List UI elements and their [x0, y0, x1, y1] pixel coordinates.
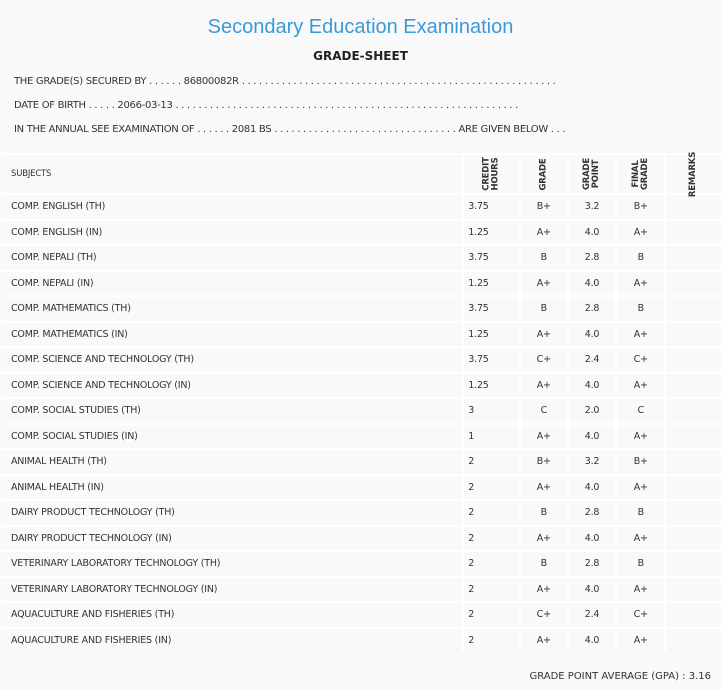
table-header — [2, 154, 721, 194]
subject-cell: COMP. NEPALI (TH) — [2, 245, 463, 271]
table-row — [2, 577, 721, 603]
credit-hours-cell: 2 — [463, 500, 520, 526]
grade-cell: A+ — [520, 373, 568, 399]
credit-hours-cell: 3.75 — [463, 194, 520, 220]
final-grade-cell: A+ — [616, 577, 665, 603]
secured-by-line: THE GRADE(S) SECURED BY . . . . . . 86800082R . . . . . . . . . . . . . . . . . . . . . . . . . . . . . . . . . . . . . . . . . . . . . . . . . . . . . . . — [14, 76, 556, 87]
subject-cell: COMP. NEPALI (IN) — [2, 271, 463, 297]
grade-point-cell: 4.0 — [568, 373, 617, 399]
credit-hours-header: CREDIT HOURS — [463, 154, 520, 194]
subject-cell: COMP. ENGLISH (IN) — [2, 220, 463, 246]
grade-point-cell: 2.8 — [568, 500, 617, 526]
credit-hours-cell: 2 — [463, 526, 520, 552]
table-row — [2, 194, 721, 220]
credit-hours-cell: 2 — [463, 449, 520, 475]
subjects-header: SUBJECTS — [2, 154, 463, 194]
remarks-cell — [665, 577, 721, 603]
credit-hours-cell: 1.25 — [463, 373, 520, 399]
subject-cell: AQUACULTURE AND FISHERIES (TH) — [2, 602, 463, 628]
grade-cell: A+ — [520, 628, 568, 653]
grade-cell: B — [520, 500, 568, 526]
final-grade-cell: A+ — [616, 526, 665, 552]
remarks-cell — [665, 373, 721, 399]
subject-cell: DAIRY PRODUCT TECHNOLOGY (IN) — [2, 526, 463, 552]
remarks-cell — [665, 296, 721, 322]
remarks-cell — [665, 245, 721, 271]
grade-cell: B — [520, 245, 568, 271]
remarks-cell — [665, 398, 721, 424]
grade-point-cell: 2.8 — [568, 296, 617, 322]
credit-hours-cell: 3.75 — [463, 245, 520, 271]
grade-cell: C+ — [520, 347, 568, 373]
date-of-birth-line: DATE OF BIRTH . . . . . 2066-03-13 . . . . . . . . . . . . . . . . . . . . . . . . . . . . . . . . . . . . . . . . . . . . . . . . . . . . . . . . . . . . — [14, 100, 518, 111]
grade-cell: A+ — [520, 220, 568, 246]
table-row — [2, 449, 721, 475]
final-grade-cell: B — [616, 551, 665, 577]
table-row — [2, 271, 721, 297]
grade-point-cell: 4.0 — [568, 526, 617, 552]
final-grade-cell: A+ — [616, 628, 665, 653]
credit-hours-cell: 3.75 — [463, 296, 520, 322]
table-row — [2, 475, 721, 501]
final-grade-cell: B — [616, 245, 665, 271]
credit-hours-cell: 2 — [463, 577, 520, 603]
table-row — [2, 628, 721, 653]
remarks-cell — [665, 551, 721, 577]
grade-cell: C — [520, 398, 568, 424]
grade-header: GRADE — [520, 154, 568, 194]
remarks-cell — [665, 322, 721, 348]
grade-cell: A+ — [520, 424, 568, 450]
remarks-cell — [665, 628, 721, 653]
remarks-cell — [665, 194, 721, 220]
final-grade-cell: B — [616, 500, 665, 526]
examination-line: IN THE ANNUAL SEE EXAMINATION OF . . . . . . 2081 BS . . . . . . . . . . . . . . . . . . . . . . . . . . . . . . . . ARE GIVEN BELOW . . . — [14, 124, 566, 135]
grade-point-cell: 2.8 — [568, 245, 617, 271]
remarks-cell — [665, 602, 721, 628]
credit-hours-cell: 3.75 — [463, 347, 520, 373]
table-row — [2, 296, 721, 322]
table-row — [2, 424, 721, 450]
credit-hours-cell: 1.25 — [463, 322, 520, 348]
table-row — [2, 526, 721, 552]
subject-cell: COMP. SOCIAL STUDIES (IN) — [2, 424, 463, 450]
grade-point-cell: 2.8 — [568, 551, 617, 577]
grade-point-cell: 3.2 — [568, 449, 617, 475]
credit-hours-cell: 1 — [463, 424, 520, 450]
grade-cell: B+ — [520, 449, 568, 475]
grade-point-cell: 4.0 — [568, 424, 617, 450]
final-grade-cell: B — [616, 296, 665, 322]
grade-point-cell: 2.4 — [568, 347, 617, 373]
subject-cell: COMP. MATHEMATICS (TH) — [2, 296, 463, 322]
table-row — [2, 602, 721, 628]
subject-cell: COMP. ENGLISH (TH) — [2, 194, 463, 220]
final-grade-cell: C+ — [616, 602, 665, 628]
grade-point-cell: 4.0 — [568, 628, 617, 653]
grade-point-cell: 2.0 — [568, 398, 617, 424]
table-row — [2, 347, 721, 373]
remarks-cell — [665, 500, 721, 526]
credit-hours-cell: 2 — [463, 475, 520, 501]
remarks-cell — [665, 424, 721, 450]
remarks-cell — [665, 449, 721, 475]
subject-cell: COMP. SCIENCE AND TECHNOLOGY (TH) — [2, 347, 463, 373]
exam-title: Secondary Education Examination — [207, 16, 514, 38]
final-grade-cell: A+ — [616, 271, 665, 297]
remarks-cell — [665, 526, 721, 552]
subject-cell: AQUACULTURE AND FISHERIES (IN) — [2, 628, 463, 653]
credit-hours-cell: 1.25 — [463, 220, 520, 246]
final-grade-cell: A+ — [616, 322, 665, 348]
final-grade-cell: C+ — [616, 347, 665, 373]
subject-cell: COMP. SOCIAL STUDIES (TH) — [2, 398, 463, 424]
subject-cell: ANIMAL HEALTH (TH) — [2, 449, 463, 475]
grade-point-cell: 2.4 — [568, 602, 617, 628]
final-grade-cell: A+ — [616, 424, 665, 450]
grade-cell: B — [520, 296, 568, 322]
table-row — [2, 373, 721, 399]
grade-cell: A+ — [520, 322, 568, 348]
credit-hours-cell: 2 — [463, 628, 520, 653]
remarks-cell — [665, 475, 721, 501]
credit-hours-cell: 2 — [463, 551, 520, 577]
grade-cell: A+ — [520, 475, 568, 501]
table-row — [2, 500, 721, 526]
subject-cell: COMP. SCIENCE AND TECHNOLOGY (IN) — [2, 373, 463, 399]
grade-point-cell: 4.0 — [568, 322, 617, 348]
final-grade-header: FINAL GRADE — [616, 154, 665, 194]
grade-point-cell: 4.0 — [568, 220, 617, 246]
credit-hours-cell: 3 — [463, 398, 520, 424]
subject-cell: VETERINARY LABORATORY TECHNOLOGY (TH) — [2, 551, 463, 577]
table-row — [2, 551, 721, 577]
credit-hours-cell: 1.25 — [463, 271, 520, 297]
final-grade-cell: B+ — [616, 194, 665, 220]
grade-point-cell: 4.0 — [568, 475, 617, 501]
final-grade-cell: A+ — [616, 220, 665, 246]
grade-cell: A+ — [520, 271, 568, 297]
grade-point-cell: 3.2 — [568, 194, 617, 220]
table-row — [2, 322, 721, 348]
grade-point-cell: 4.0 — [568, 577, 617, 603]
subject-cell: VETERINARY LABORATORY TECHNOLOGY (IN) — [2, 577, 463, 603]
grade-cell: A+ — [520, 577, 568, 603]
gpa-summary: GRADE POINT AVERAGE (GPA) : 3.16 — [529, 671, 711, 682]
subject-cell: COMP. MATHEMATICS (IN) — [2, 322, 463, 348]
grade-table — [2, 153, 721, 652]
grade-cell: B — [520, 551, 568, 577]
subject-cell: ANIMAL HEALTH (IN) — [2, 475, 463, 501]
grade-cell: A+ — [520, 526, 568, 552]
remarks-cell — [665, 220, 721, 246]
remarks-cell — [665, 271, 721, 297]
table-row — [2, 245, 721, 271]
final-grade-cell: A+ — [616, 475, 665, 501]
final-grade-cell: B+ — [616, 449, 665, 475]
grade-cell: B+ — [520, 194, 568, 220]
final-grade-cell: C — [616, 398, 665, 424]
table-row — [2, 220, 721, 246]
subject-cell: DAIRY PRODUCT TECHNOLOGY (TH) — [2, 500, 463, 526]
grade-point-header: GRADE POINT — [568, 154, 617, 194]
remarks-cell — [665, 347, 721, 373]
table-row — [2, 398, 721, 424]
grade-cell: C+ — [520, 602, 568, 628]
final-grade-cell: A+ — [616, 373, 665, 399]
credit-hours-cell: 2 — [463, 602, 520, 628]
grade-point-cell: 4.0 — [568, 271, 617, 297]
grade-sheet-heading: GRADE-SHEET — [313, 49, 408, 63]
remarks-header: REMARKS — [665, 154, 721, 194]
